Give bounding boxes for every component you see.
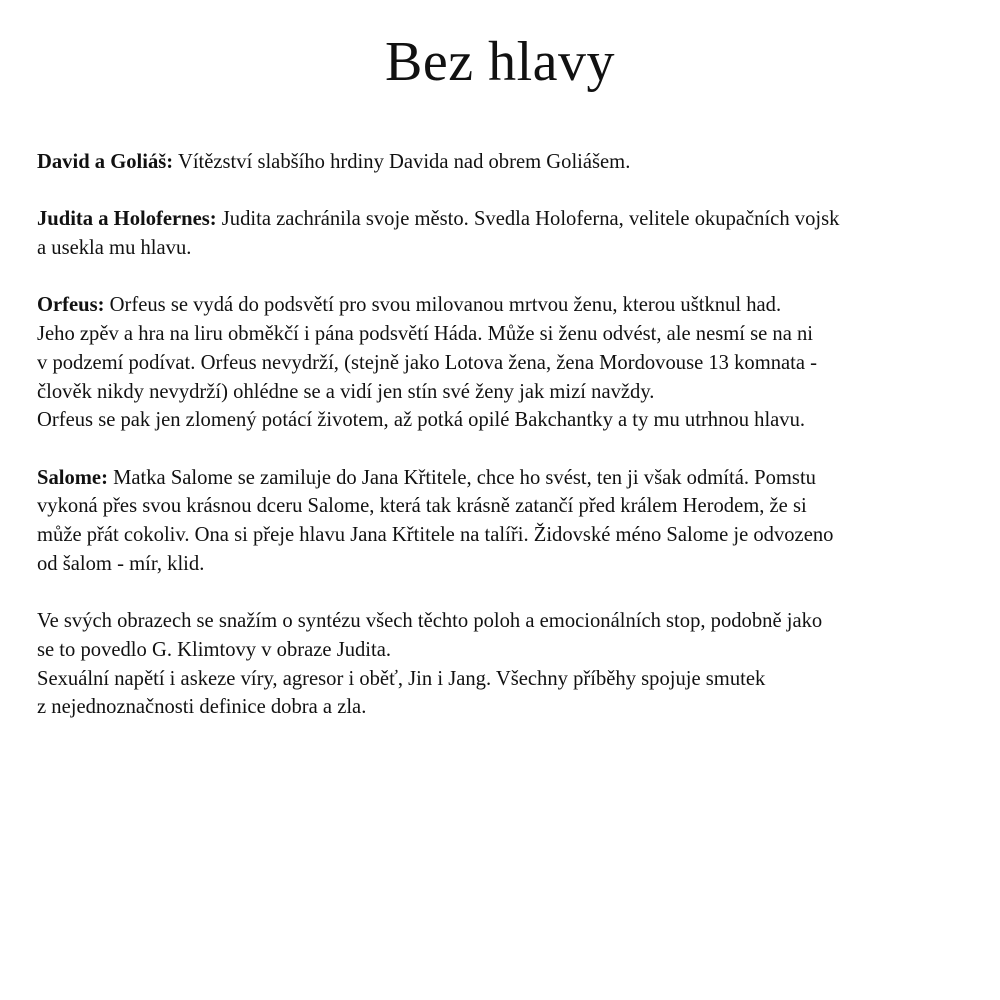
paragraph-text: Judita zachránila svoje město. Svedla Holoferna, velitele okupačních vojsk: [216, 208, 840, 231]
paragraph-line: Orfeus se pak jen zlomený potácí životem, až potká opilé Bakchantky a ty mu utrhnou hlavu.: [37, 409, 806, 432]
paragraph-term: Judita a Holofernes:: [37, 208, 217, 231]
paragraph-salome: [37, 464, 967, 579]
paragraph-line: [37, 464, 967, 493]
paragraph-line: [37, 205, 967, 234]
paragraph-term: Salome:: [37, 466, 108, 489]
document-body: [37, 148, 967, 751]
paragraph-synthesis: [37, 607, 967, 722]
paragraph-line: [37, 148, 967, 177]
paragraph-line: z nejednoznačnosti definice dobra a zla.: [37, 696, 367, 719]
paragraph-text: Vítězství slabšího hrdiny Davida nad obrem Goliášem.: [173, 151, 631, 173]
page-title: Bez hlavy: [385, 31, 615, 93]
paragraph-david-a-golias: [37, 148, 967, 177]
paragraph-judita-a-holofernes: [37, 205, 967, 262]
paragraph-term: Orfeus:: [37, 294, 105, 317]
paragraph-line: v podzemí podívat. Orfeus nevydrží, (stejně jako Lotova žena, žena Mordovouse 13 komnata -: [37, 351, 818, 374]
paragraph-line: [37, 291, 967, 320]
paragraph-text: Matka Salome se zamiluje do Jana Křtitele, chce ho svést, ten ji však odmítá. Pomstu: [107, 466, 816, 489]
paragraph-orfeus: [37, 291, 967, 435]
paragraph-term: David a Goliáš:: [37, 151, 174, 173]
paragraph-line: Sexuální napětí i askeze víry, agresor i oběť, Jin i Jang. Všechny příběhy spojuje smutek: [37, 667, 766, 690]
paragraph-line: se to povedlo G. Klimtovy v obraze Judita.: [37, 638, 392, 661]
paragraph-line: vykoná přes svou krásnou dceru Salome, která tak krásně zatančí před králem Herodem, že si: [37, 495, 807, 518]
paragraph-text: Orfeus se vydá do podsvětí pro svou milovanou mrtvou ženu, kterou uštknul had.: [104, 294, 782, 317]
paragraph-line: člověk nikdy nevydrží) ohlédne se a vidí jen stín své ženy jak mizí navždy.: [37, 380, 655, 403]
paragraph-line: Jeho zpěv a hra na liru obměkčí i pána podsvětí Háda. Může si ženu odvést, ale nesmí se na ni: [37, 323, 814, 346]
paragraph-line: od šalom - mír, klid.: [37, 552, 205, 575]
paragraph-line: může přát cokoliv. Ona si přeje hlavu Jana Křtitele na talíři. Židovské méno Salome je odvozeno: [37, 524, 834, 547]
paragraph-line: a usekla mu hlavu.: [37, 237, 192, 260]
paragraph-line: Ve svých obrazech se snažím o syntézu všech těchto poloh a emocionálních stop, podobně jako: [37, 610, 823, 633]
